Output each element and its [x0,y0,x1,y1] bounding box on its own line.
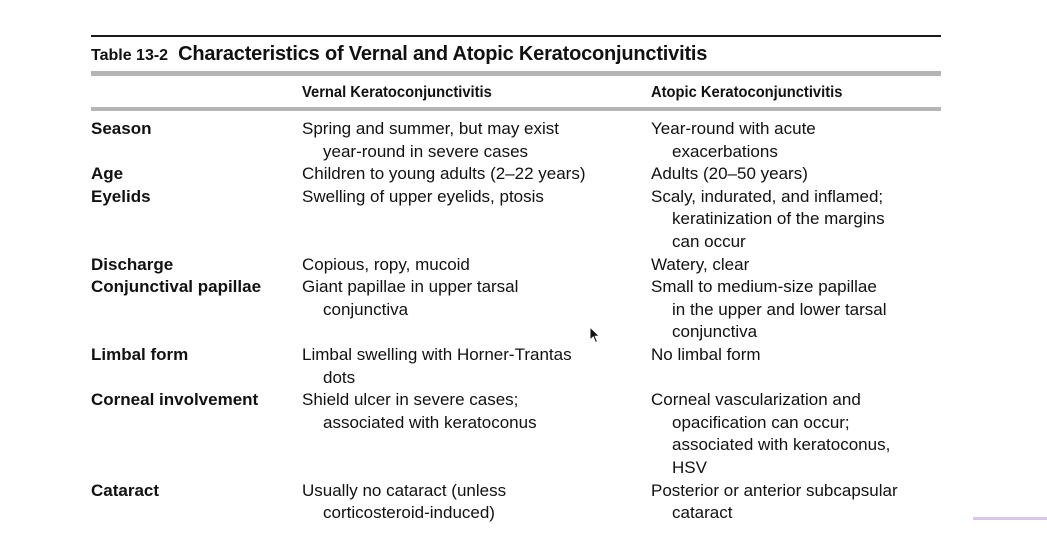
column-header-vernal: Vernal Keratoconjunctivitis [302,84,492,101]
cell-line: Scaly, indurated, and inflamed; [651,186,884,206]
atopic-cell [651,276,946,344]
row-label: Conjunctival papillae [91,277,262,297]
cell-line: corticosteroid-induced) [323,503,495,523]
row-label: Limbal form [91,344,189,364]
atopic-cell [651,118,946,163]
atopic-cell [651,480,946,525]
vernal-cell [302,344,647,389]
table-row [91,389,941,479]
cell-line: Usually no cataract (unless [302,480,507,500]
row-label: Corneal involvement [91,390,259,410]
atopic-cell [651,163,946,186]
cell-line: associated with keratoconus, [672,435,891,455]
cell-line: conjunctiva [672,322,758,342]
row-label: Discharge [91,254,174,274]
table-row [91,276,941,344]
vernal-cell [302,480,647,525]
table-row [91,118,941,163]
cell-line: dots [323,367,356,387]
vernal-cell [302,276,647,321]
atopic-cell [651,254,946,277]
cell-line: can occur [672,231,746,251]
cell-line: cataract [672,503,733,523]
cell-line: Limbal swelling with Horner-Trantas [302,344,572,364]
cell-line: Corneal vascularization and [651,390,861,410]
table-row [91,344,941,389]
cell-line: opacification can occur; [672,412,850,432]
table-row [91,254,941,277]
column-header-row [91,76,941,107]
cell-line: Small to medium-size papillae [651,277,877,297]
cell-line: No limbal form [651,344,761,364]
cell-line: keratinization of the margins [672,209,885,229]
cell-line: exacerbations [672,141,778,161]
cell-line: Posterior or anterior subcapsular [651,480,898,500]
scroll-indicator[interactable] [973,517,1047,520]
table-body [91,111,941,525]
vernal-cell [302,254,647,277]
table-13-2 [91,35,941,525]
table-row [91,163,941,186]
cell-line: Copious, ropy, mucoid [302,254,470,274]
vernal-cell [302,163,647,186]
cell-line: Children to young adults (2–22 years) [302,164,586,184]
table-row [91,480,941,525]
column-header-atopic: Atopic Keratoconjunctivitis [651,84,843,101]
top-rule [91,35,941,37]
cell-line: Year-round with acute [651,119,816,138]
row-label: Age [91,164,124,184]
cell-line: Swelling of upper eyelids, ptosis [302,186,544,206]
atopic-cell [651,344,946,367]
cell-line: Watery, clear [651,254,750,274]
table-title-text: Characteristics of Vernal and Atopic Keratoconjunctivitis [178,43,708,65]
cell-line: associated with keratoconus [323,412,537,432]
atopic-cell [651,186,946,254]
mouse-pointer-icon [589,326,601,344]
cell-line: Shield ulcer in severe cases; [302,390,519,410]
atopic-cell [651,389,946,479]
table-number: Table 13-2 [91,47,169,64]
table-title [91,43,941,69]
cell-line: in the upper and lower tarsal [672,299,887,319]
cell-line: Adults (20–50 years) [651,164,808,184]
row-label: Eyelids [91,186,151,206]
vernal-cell [302,389,647,434]
cell-line: year-round in severe cases [323,141,529,161]
row-label: Season [91,119,152,138]
vernal-cell [302,186,647,209]
cell-line: conjunctiva [323,299,409,319]
cell-line: Giant papillae in upper tarsal [302,277,519,297]
table-row [91,186,941,254]
row-label: Cataract [91,480,160,500]
cell-line: HSV [672,457,707,477]
cell-line: Spring and summer, but may exist [302,119,560,138]
vernal-cell [302,118,647,163]
